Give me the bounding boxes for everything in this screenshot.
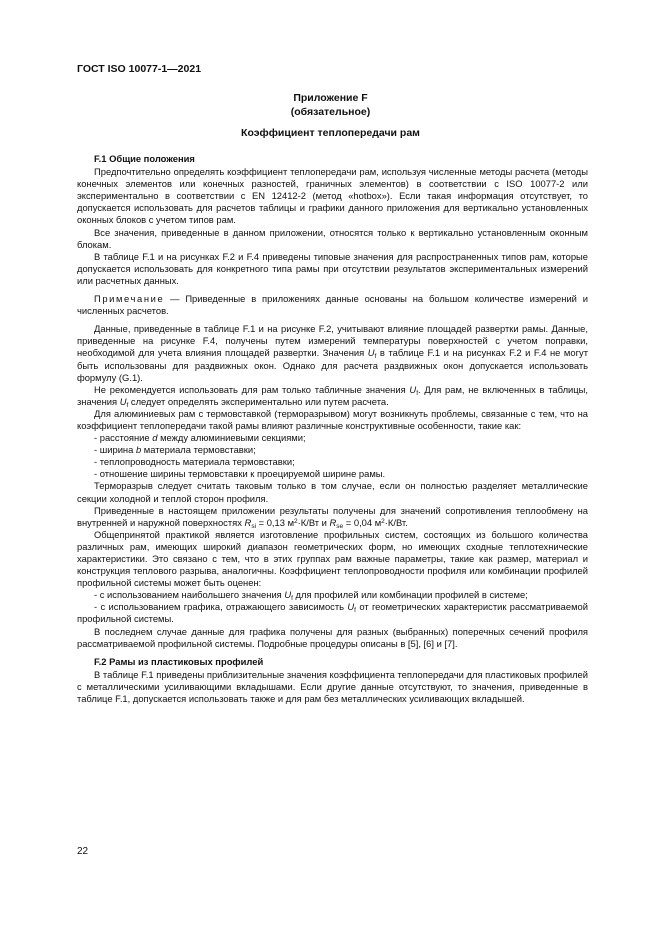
note-label: Примечание [94, 293, 165, 305]
note [77, 293, 588, 317]
annex-status: (обязательное) [290, 106, 371, 118]
document-header: ГОСТ ISO 10077-1—2021 [77, 63, 202, 75]
paragraph: Приведенные в настоящем приложении результаты получены для значений сопротивления теплообмену на внутренней и наружной поверхностях $R_{si} = 0,13$ $м^2\cdot К/Вт$ и $R_{se} = 0,04$ $м^2\cdot К/Вт$. [77, 504, 588, 530]
paragraph: Терморазрыв следует считать таковым только в том случае, если он полностью разделяет металлические секции холодной и теплой сторон профиля. [77, 480, 588, 504]
paragraph: Общепринятой практикой является изготовление профильных систем, состоящих из большого количества различных рам, имеющих широкий диапазон геометрических форм, но имеющих сходные теплотехнические характеристики. Это связано с тем, что в этих группах рам важные параметры, такие как размер, материал и конструкция теплового разрыва, аналогичны. Коэффициент теплопроводности профиля или комбинации профилей профильной системы может быть оценен: [77, 528, 588, 589]
paragraph: В таблице F.1 приведены приблизительные значения коэффициента теплопередачи для пластиковых профилей с металлическими усиливающими вкладышами. Если другие данные отсутствуют, то значения, приведенные в таблице F.1, допускается использовать также и для рам без металлических усиливающих вкладышей. [77, 668, 588, 705]
symbol-u: U [119, 395, 127, 407]
section-heading-f1: F.1 Общие положения [94, 153, 195, 164]
symbol-u: U [367, 347, 375, 359]
page-number: 22 [77, 846, 89, 857]
annex-body [77, 153, 588, 705]
paragraph: В последнем случае данные для графика получены для разных (выбранных) поперечных сечений профиля рассматриваемой профильной системы. Подробные процедуры описаны в [5], [6] и [7]. [77, 625, 588, 649]
annex-heading: Коэффициент теплопередачи рам [241, 127, 420, 139]
list-item: - с использованием графика, отражающего зависимость $U_f$ от геометрических характеристик рассматриваемой профильной системы. [77, 601, 588, 625]
list-item: - ширина b материала термовставки; [94, 444, 256, 456]
note-text: — Приведенные в приложениях данные основаны на большом количестве измерений и численных расчетов. [77, 293, 588, 317]
paragraph: Для алюминиевых рам с термовставкой (терморазрывом) могут возникнуть проблемы, связанные с тем, что на коэффициент теплопередачи такой рамы влияют различные конструктивные особенности, такие как: [77, 407, 588, 431]
list-thermal-break [77, 432, 588, 480]
section-heading-f2: F.2 Рамы из пластиковых профилей [94, 655, 264, 667]
paragraph: В таблице F.1 и на рисунках F.2 и F.4 приведены типовые значения для распространенных типов рам, которые допускается использовать для конкретного типа рамы при отсутствии результатов экспериментальных измерений или расчетных данных. [77, 250, 588, 286]
paragraph: Не рекомендуется использовать для рам только табличные значения $U_f$. Для рам, не включенных в таблицы, значения $U_f$ следует определять экспериментально или путем расчета. [77, 383, 589, 409]
paragraph: Все значения, приведенные в данном приложении, относятся только к вертикально установленным оконным блокам. [77, 226, 588, 250]
list-item: - теплопроводность материала термовставки; [94, 456, 295, 468]
list-item: - с использованием наибольшего значения $U_f$ для профилей или комбинации профилей в системе; [94, 589, 528, 603]
paragraph: Предпочтительно определять коэффициент теплопередачи рам, используя численные методы расчета (методы конечных элементов или конечных разностей, граничных элементов) в соответствии с ISO 10077-2 или экспериментально в соответствии с EN 12412-2 (метод «hotbox»). Если такая информация отсутствует, то допускается использовать для расчетов таблицы и графики данного приложения для вертикально установленных оконных блоков с учетом типов рам. [77, 166, 588, 226]
symbol-u: U [409, 383, 417, 395]
paragraph: Данные, приведенные в таблице F.1 и на рисунке F.2, учитывают влияние площадей развертки рамы. Данные, приведенные на рисунке F.4, получены путем измерений температуры поверхностей с учетом поправки, необходимой для учета влияния площадей развертки. Значения $U_f$ в таблице F.1 и на рисунках F.2 и F.4 не могут быть использованы для раздвижных окон. Однако для расчета раздвижных окон допускается использовать формулу (G.1). [77, 323, 588, 383]
annex-title: Приложение F [293, 92, 368, 104]
list-item: - расстояние d между алюминиевыми секциями; [94, 432, 306, 444]
list-item: - отношение ширины термовставки к проецируемой ширине рамы. [94, 468, 386, 480]
